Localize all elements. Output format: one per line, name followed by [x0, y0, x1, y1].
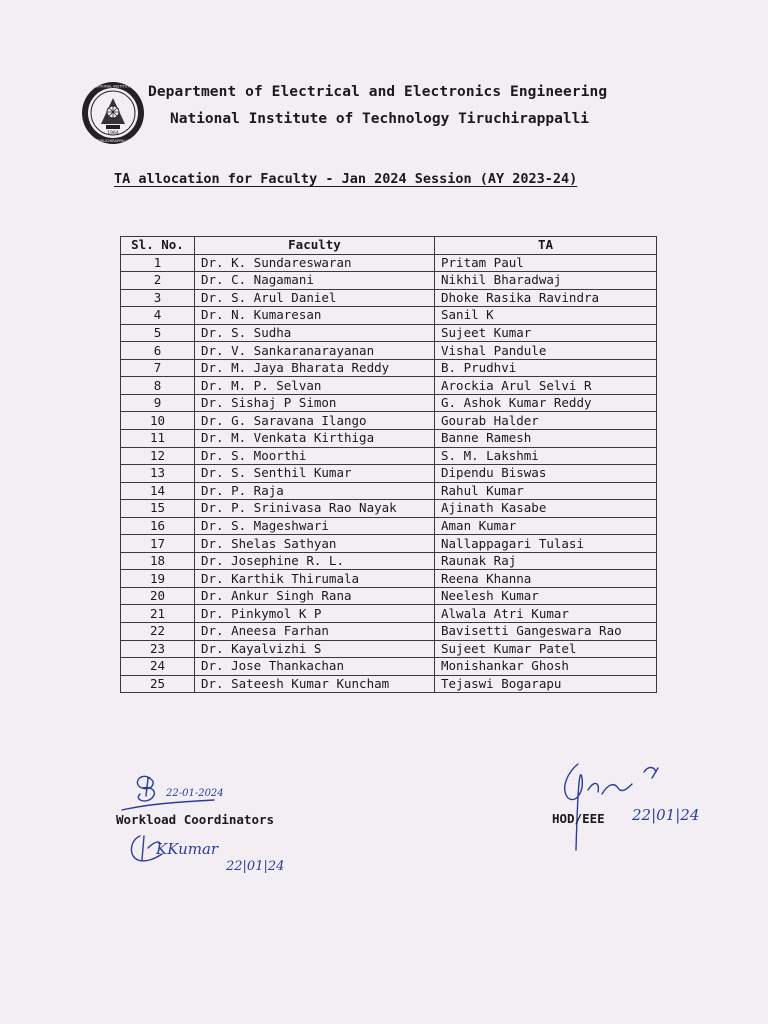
ta-cell: G. Ashok Kumar Reddy [435, 394, 657, 412]
faculty-cell: Dr. M. P. Selvan [195, 377, 435, 395]
hod-date: 22|01|24 [632, 806, 700, 824]
institute-name: National Institute of Technology Tiruchirappalli [170, 111, 590, 127]
faculty-cell: Dr. Josephine R. L. [195, 552, 435, 570]
table-row [121, 517, 657, 535]
faculty-cell: Dr. S. Moorthi [195, 447, 435, 465]
coordinator-signature-2 [126, 830, 316, 874]
table-row [121, 272, 657, 290]
faculty-cell: Dr. Sishaj P Simon [195, 394, 435, 412]
faculty-cell: Dr. S. Arul Daniel [195, 289, 435, 307]
faculty-cell: Dr. V. Sankaranarayanan [195, 342, 435, 360]
table-row [121, 289, 657, 307]
table-row [121, 465, 657, 483]
table-row [121, 430, 657, 448]
table-row [121, 675, 657, 693]
table-row [121, 658, 657, 676]
sl-no-cell: 13 [121, 465, 195, 483]
sl-no-cell: 12 [121, 447, 195, 465]
table-row [121, 307, 657, 325]
ta-cell: Monishankar Ghosh [435, 658, 657, 676]
sl-no-cell: 16 [121, 517, 195, 535]
table-row [121, 254, 657, 272]
sl-no-cell: 5 [121, 324, 195, 342]
faculty-cell: Dr. G. Saravana Ilango [195, 412, 435, 430]
sl-no-cell: 3 [121, 289, 195, 307]
header-faculty: Faculty [195, 237, 435, 255]
table-row [121, 535, 657, 553]
sl-no-cell: 17 [121, 535, 195, 553]
ta-cell: Bavisetti Gangeswara Rao [435, 623, 657, 641]
table-row [121, 570, 657, 588]
table-row [121, 605, 657, 623]
ta-cell: Nallappagari Tulasi [435, 535, 657, 553]
ta-cell: B. Prudhvi [435, 359, 657, 377]
ta-allocation-table [120, 236, 657, 693]
svg-text:NATIONAL INSTITUTE: NATIONAL INSTITUTE [94, 84, 132, 89]
faculty-cell: Dr. Kayalvizhi S [195, 640, 435, 658]
ta-cell: Tejaswi Bogarapu [435, 675, 657, 693]
faculty-cell: Dr. S. Senthil Kumar [195, 465, 435, 483]
table-row [121, 640, 657, 658]
ta-cell: Alwala Atri Kumar [435, 605, 657, 623]
sl-no-cell: 21 [121, 605, 195, 623]
ta-cell: Dipendu Biswas [435, 465, 657, 483]
faculty-cell: Dr. M. Jaya Bharata Reddy [195, 359, 435, 377]
ta-cell: Sujeet Kumar Patel [435, 640, 657, 658]
sl-no-cell: 14 [121, 482, 195, 500]
institute-emblem-logo [80, 80, 146, 146]
table-row [121, 500, 657, 518]
table-row [121, 342, 657, 360]
faculty-cell: Dr. Jose Thankachan [195, 658, 435, 676]
ta-cell: Nikhil Bharadwaj [435, 272, 657, 290]
ta-cell: Pritam Paul [435, 254, 657, 272]
faculty-cell: Dr. Ankur Singh Rana [195, 587, 435, 605]
workload-coordinators-label: Workload Coordinators [116, 812, 275, 827]
table-row [121, 377, 657, 395]
hod-date-handwritten [630, 800, 720, 830]
faculty-cell: Dr. N. Kumaresan [195, 307, 435, 325]
sl-no-cell: 15 [121, 500, 195, 518]
faculty-cell: Dr. M. Venkata Kirthiga [195, 430, 435, 448]
faculty-cell: Dr. K. Sundareswaran [195, 254, 435, 272]
sl-no-cell: 1 [121, 254, 195, 272]
sl-no-cell: 4 [121, 307, 195, 325]
sl-no-cell: 20 [121, 587, 195, 605]
faculty-cell: Dr. Sateesh Kumar Kuncham [195, 675, 435, 693]
faculty-cell: Dr. Pinkymol K P [195, 605, 435, 623]
faculty-cell: Dr. P. Srinivasa Rao Nayak [195, 500, 435, 518]
document-title: TA allocation for Faculty - Jan 2024 Session (AY 2023-24) [114, 171, 578, 187]
sl-no-cell: 11 [121, 430, 195, 448]
ta-cell: Neelesh Kumar [435, 587, 657, 605]
faculty-cell: Dr. P. Raja [195, 482, 435, 500]
ta-cell: Dhoke Rasika Ravindra [435, 289, 657, 307]
table-row [121, 394, 657, 412]
table-row [121, 324, 657, 342]
ta-cell: Vishal Pandule [435, 342, 657, 360]
table-row [121, 552, 657, 570]
sl-no-cell: 22 [121, 623, 195, 641]
ta-cell: Sanil K [435, 307, 657, 325]
ta-cell: Aman Kumar [435, 517, 657, 535]
sl-no-cell: 2 [121, 272, 195, 290]
table-row [121, 587, 657, 605]
faculty-cell: Dr. C. Nagamani [195, 272, 435, 290]
sl-no-cell: 24 [121, 658, 195, 676]
table-row [121, 447, 657, 465]
sl-no-cell: 23 [121, 640, 195, 658]
coordinator2-date: 22|01|24 [226, 859, 285, 874]
header-ta: TA [435, 237, 657, 255]
sl-no-cell: 6 [121, 342, 195, 360]
sl-no-cell: 10 [121, 412, 195, 430]
table-row [121, 359, 657, 377]
sl-no-cell: 18 [121, 552, 195, 570]
faculty-cell: Dr. Karthik Thirumala [195, 570, 435, 588]
table-header-row [121, 237, 657, 255]
faculty-cell: Dr. S. Mageshwari [195, 517, 435, 535]
ta-cell: Sujeet Kumar [435, 324, 657, 342]
sl-no-cell: 19 [121, 570, 195, 588]
ta-cell: Ajinath Kasabe [435, 500, 657, 518]
coordinator-signature-1 [118, 770, 258, 814]
table-row [121, 412, 657, 430]
ta-cell: Gourab Halder [435, 412, 657, 430]
coordinator1-date: 22-01-2024 [166, 788, 224, 799]
faculty-cell: Dr. Shelas Sathyan [195, 535, 435, 553]
ta-cell: Rahul Kumar [435, 482, 657, 500]
svg-text:TIRUCHIRAPPALLI: TIRUCHIRAPPALLI [97, 139, 129, 143]
ta-cell: S. M. Lakshmi [435, 447, 657, 465]
coordinator2-name: KKumar [156, 840, 219, 858]
faculty-cell: Dr. S. Sudha [195, 324, 435, 342]
ta-cell: Reena Khanna [435, 570, 657, 588]
sl-no-cell: 9 [121, 394, 195, 412]
ta-cell: Banne Ramesh [435, 430, 657, 448]
hod-eee-label: HOD/EEE [552, 811, 605, 826]
table-row [121, 482, 657, 500]
faculty-cell: Dr. Aneesa Farhan [195, 623, 435, 641]
table-row [121, 623, 657, 641]
department-name: Department of Electrical and Electronics Engineering [148, 84, 608, 100]
ta-cell: Raunak Raj [435, 552, 657, 570]
header-sl-no: Sl. No. [121, 237, 195, 255]
svg-text:1964: 1964 [107, 131, 119, 136]
ta-cell: Arockia Arul Selvi R [435, 377, 657, 395]
sl-no-cell: 7 [121, 359, 195, 377]
sl-no-cell: 25 [121, 675, 195, 693]
sl-no-cell: 8 [121, 377, 195, 395]
